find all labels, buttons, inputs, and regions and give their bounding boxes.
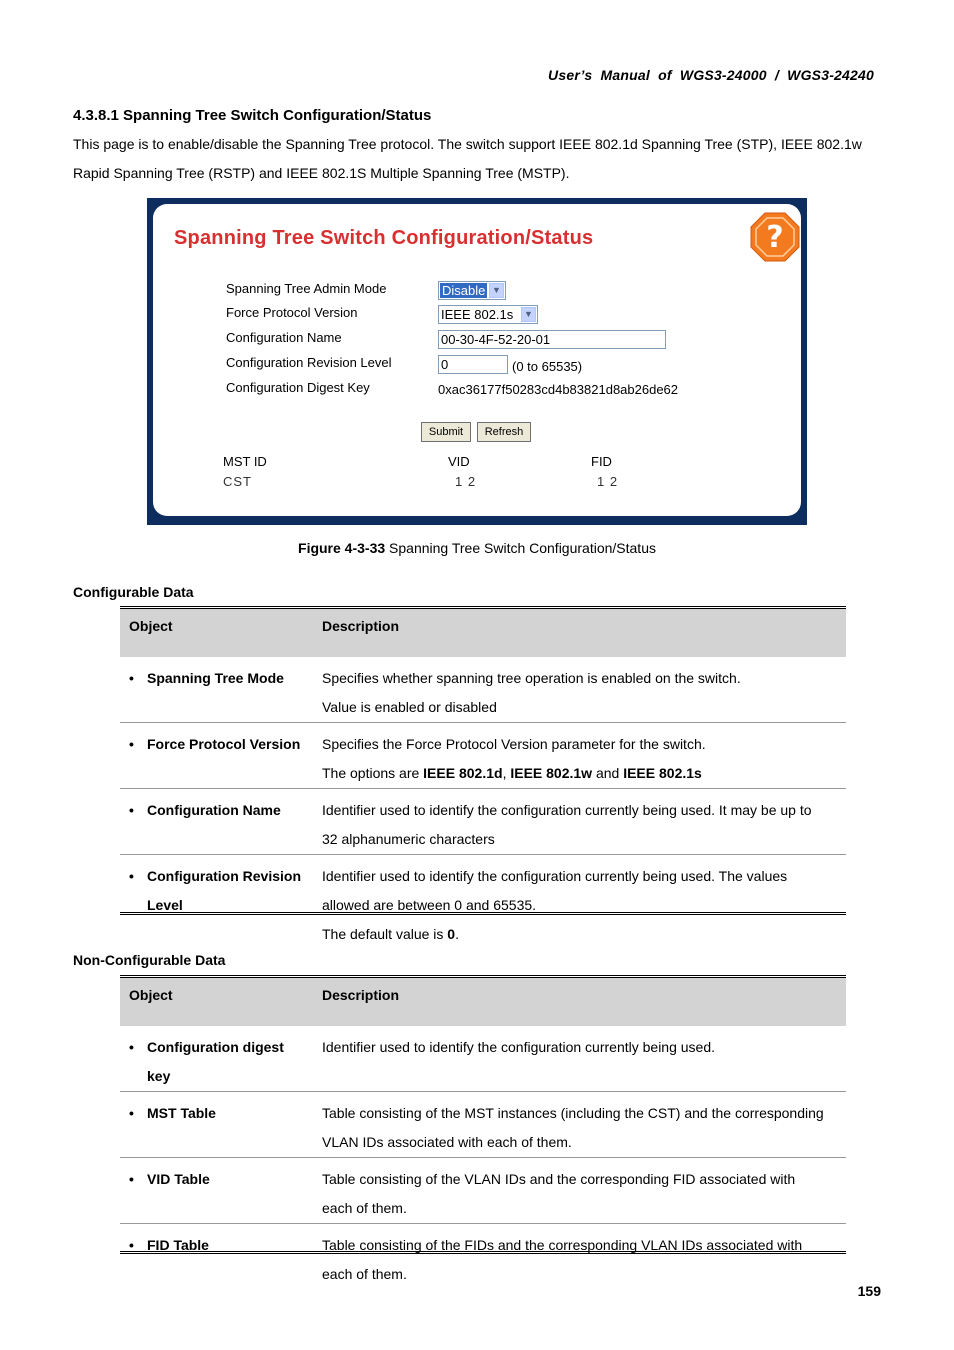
row-object: • Spanning Tree Mode bbox=[120, 657, 313, 723]
figure-caption-text: Spanning Tree Switch Configuration/Status bbox=[385, 540, 656, 556]
chevron-down-icon: ▼ bbox=[521, 307, 536, 322]
table-row bbox=[120, 1092, 846, 1158]
table-row bbox=[120, 723, 846, 789]
protocol-version-value: IEEE 802.1s bbox=[441, 307, 514, 322]
row-description: Identifier used to identify the configuration currently being used. It may be up to 32 alphanumeric characters bbox=[313, 789, 846, 855]
revision-range-hint: (0 to 65535) bbox=[512, 359, 583, 374]
label-admin-mode: Spanning Tree Admin Mode bbox=[226, 281, 387, 296]
admin-mode-select[interactable] bbox=[438, 281, 506, 300]
fid-header: FID bbox=[591, 454, 612, 469]
table-bottom-rule bbox=[120, 912, 846, 915]
row-object: • Force Protocol Version bbox=[120, 723, 313, 789]
table-header-row bbox=[120, 977, 846, 1027]
protocol-version-select[interactable] bbox=[438, 305, 538, 324]
row-object: • VID Table bbox=[120, 1158, 313, 1224]
question-mark-help-icon[interactable] bbox=[749, 211, 801, 263]
table-row bbox=[120, 1026, 846, 1092]
table-header-row bbox=[120, 608, 846, 658]
row-description: Table consisting of the VLAN IDs and the corresponding FID associated with each of them. bbox=[313, 1158, 846, 1224]
screenshot-figure bbox=[147, 198, 807, 525]
revision-level-input[interactable]: 0 bbox=[438, 355, 508, 374]
col-object: Object bbox=[120, 608, 313, 658]
figure-caption bbox=[0, 540, 954, 556]
col-description: Description bbox=[313, 608, 846, 658]
label-digest-key: Configuration Digest Key bbox=[226, 380, 370, 395]
row-description: Table consisting of the MST instances (including the CST) and the corresponding VLAN IDs associated with each of them. bbox=[313, 1092, 846, 1158]
figure-number: Figure 4-3-33 bbox=[298, 540, 386, 556]
mst-id-header: MST ID bbox=[223, 454, 267, 469]
panel-title: Spanning Tree Switch Configuration/Status bbox=[174, 227, 594, 249]
table-bottom-rule bbox=[120, 1251, 846, 1254]
configurable-data-title: Configurable Data bbox=[73, 584, 194, 600]
mst-id-cell: CST bbox=[223, 474, 252, 489]
col-description: Description bbox=[313, 977, 846, 1027]
svg-text:?: ? bbox=[766, 220, 784, 255]
refresh-button[interactable]: Refresh bbox=[477, 422, 531, 442]
row-object: • Configuration Revision Level bbox=[129, 868, 301, 913]
row-description: Specifies whether spanning tree operation is enabled on the switch. Value is enabled or disabled bbox=[313, 657, 846, 723]
table-row bbox=[120, 855, 846, 950]
section-title: 4.3.8.1 Spanning Tree Switch Configuration/Status bbox=[73, 107, 432, 124]
table-row bbox=[120, 1158, 846, 1224]
label-revision-level: Configuration Revision Level bbox=[226, 355, 392, 370]
page-number: 159 bbox=[857, 1283, 881, 1299]
label-config-name: Configuration Name bbox=[226, 330, 342, 345]
row-description: Table consisting of the FIDs and the corresponding VLAN IDs associated with each of them. bbox=[322, 1237, 803, 1282]
row-object: • MST Table bbox=[120, 1092, 313, 1158]
label-protocol-version: Force Protocol Version bbox=[226, 305, 358, 320]
vid-header: VID bbox=[448, 454, 470, 469]
nonconfigurable-data-table bbox=[120, 975, 846, 1289]
row-object: • Configuration digest key bbox=[120, 1026, 313, 1092]
digest-key-value: 0xac36177f50283cd4b83821d8ab26de62 bbox=[438, 382, 679, 397]
submit-button[interactable]: Submit bbox=[421, 422, 471, 442]
table-row bbox=[120, 657, 846, 723]
nonconfigurable-data-title: Non-Configurable Data bbox=[73, 952, 226, 968]
col-object: Object bbox=[120, 977, 313, 1027]
row-description: Specifies the Force Protocol Version parameter for the switch. The options are IEEE 802.1d, IEEE 802.1w and IEEE 802.1s bbox=[313, 723, 846, 789]
row-description: Identifier used to identify the configuration currently being used. bbox=[313, 1026, 846, 1092]
fid-cell: 1 2 bbox=[597, 474, 619, 489]
chevron-down-icon: ▼ bbox=[489, 283, 504, 298]
row-description: Identifier used to identify the configuration currently being used. The values allowed are between 0 and 65535. The default value is 0. bbox=[322, 868, 788, 942]
row-object: • FID Table bbox=[129, 1237, 209, 1253]
vid-cell: 1 2 bbox=[455, 474, 477, 489]
table-row bbox=[120, 1224, 846, 1290]
intro-line-2: Rapid Spanning Tree (RSTP) and IEEE 802.1S Multiple Spanning Tree (MSTP). bbox=[73, 165, 570, 181]
configurable-data-table bbox=[120, 606, 846, 949]
admin-mode-value: Disable bbox=[442, 283, 486, 298]
page-header: User’s Manual of WGS3-24000 / WGS3-24240 bbox=[548, 67, 874, 83]
row-object: • Configuration Name bbox=[120, 789, 313, 855]
table-row bbox=[120, 789, 846, 855]
config-panel bbox=[153, 204, 801, 516]
intro-line-1: This page is to enable/disable the Spanning Tree protocol. The switch support IEEE 802.1d Spanning Tree (STP), IEEE 802.1w bbox=[73, 136, 862, 152]
config-name-input[interactable]: 00-30-4F-52-20-01 bbox=[438, 330, 666, 349]
